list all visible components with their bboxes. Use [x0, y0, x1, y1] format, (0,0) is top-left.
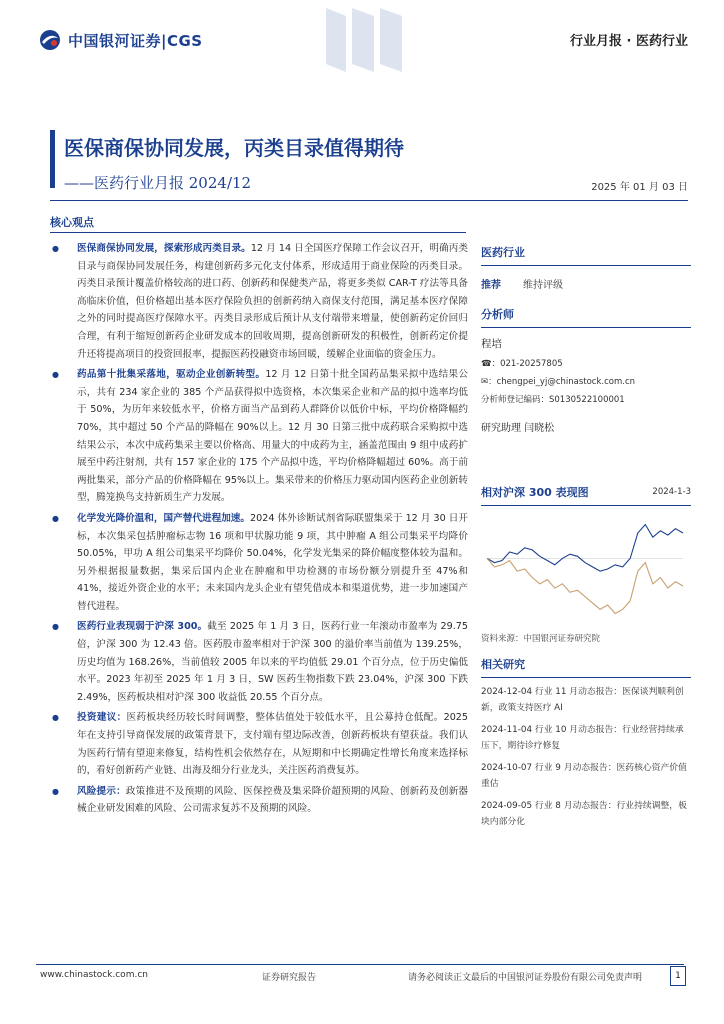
bullet-text: 12 月 12 日第十批全国药品集采拟中选结果公示，共有 234 家企业的 385 个产品获得拟中选资格，本次集采企业和产品的拟中选率均低于 50%，为历年来较低水平，价格方面当产品到药人群降价以低价中标，平均价格降幅约 70%，其中超过 50 个产品的降幅在 90%以上。12 月 30 日第三批中成药联合采购拟中选结果公示，本次中成药集采主要以价格高、用量大的中成药为主，涵盖范围由 9 组中成药扩展至中药注射剂，共有 157 家企业的 175 个产品拟中选，平均价格降幅超过 60%。高于前两批集采，部分产品的价格降幅在 95%以上。集采带来的价格压力驱动国内医药企业创新转型，腾笼换鸟支持新质生产力发展。 [77, 369, 468, 504]
footer-divider [36, 964, 684, 965]
report-subtitle: ——医药行业月报 2024/12 [64, 174, 252, 192]
title-accent-bar [50, 130, 55, 188]
page-number: 1 [670, 966, 686, 986]
sidebar-related [481, 656, 691, 830]
relative-performance-chart [481, 510, 689, 628]
related-report-link[interactable]: 2024-12-04 行业 11 月动态报告：医保谈判顺利创新，政策支持医疗 AI [481, 687, 684, 713]
related-report-link[interactable]: 2024-09-05 行业 8 月动态报告：行业持续调整，板块内部分化 [481, 801, 687, 827]
chart-header [481, 484, 691, 500]
sidebar-rating [481, 244, 691, 291]
footer-center: 证券研究报告 [262, 973, 317, 983]
industry-heading: 医药行业 [481, 246, 525, 259]
analyst-heading: 分析师 [481, 308, 514, 321]
series-line-医药 [487, 558, 683, 613]
core-view-heading: 核心观点 [50, 216, 94, 229]
bullet-item [50, 783, 468, 818]
bullet-heading: 化学发光降价温和，国产替代进程加速。 [77, 512, 251, 524]
bullet-item [50, 510, 468, 616]
bullet-text: 政策推进不及预期的风险、医保控费及集采降价超预期的风险、创新药及创新器械企业研发困难的风险、公司需求复苏不及预期的风险。 [77, 785, 469, 815]
brand-name: 中国银河证券|CGS [68, 31, 203, 50]
analyst-phone: ☎：021-20257805 [481, 359, 563, 369]
report-title: 医保商保协同发展，丙类目录值得期待 [64, 136, 404, 160]
related-report-link[interactable]: 2024-11-04 行业 10 月动态报告：行业经营持续承压下，期待诊疗修复 [481, 725, 684, 751]
research-assistant: 研究助理 闫晓松 [481, 423, 555, 434]
brand-logo [38, 27, 203, 53]
chart-source: 资料来源：中国银河证券研究院 [481, 634, 601, 644]
bullet-heading: 药品第十批集采落地，驱动企业创新转型。 [77, 369, 266, 381]
footer-disclaimer: 请务必阅读正文最后的中国银河证券股份有限公司免责声明 [408, 973, 643, 983]
report-date: 2025 年 01 月 03 日 [591, 182, 688, 193]
bullet-item [50, 709, 468, 779]
core-bullets [50, 240, 468, 821]
galaxy-logo-icon [38, 28, 62, 52]
related-heading: 相关研究 [481, 658, 525, 671]
rating-value: 维持评级 [523, 280, 563, 291]
sidebar-divider [481, 505, 691, 506]
series-line-沪深 300 [487, 525, 683, 572]
rating-row [481, 276, 691, 291]
analyst-email[interactable]: ✉：chengpei_yj@chinastock.com.cn [481, 377, 636, 387]
bullet-text: 12 月 14 日全国医疗保障工作会议召开，明确丙类目录与商保协同发展任务，构建创新药多元化支付体系，形成适用于商业保险的丙类目录。丙类目录预计覆盖价格较高的进口药、创新药和保健类产品，将更多类似 CAR-T 疗法等具备高临床价值，但价格超出基本医疗保险负担的创新药纳入商保支付范围，满足基本医疗保障之外的同时提高医疗保障水平。丙类目录形成后预计从支付端带来增量，使创新药定价回归合理，有利于缩短创新药企业研发成本的回收周期，提高创新研发的积极性，创新药定价提升还将提高项目的投资回报率，提振医药投融资市场回暖，缓解企业面临的资金压力。 [77, 243, 468, 360]
bullet-heading: 投资建议： [77, 712, 127, 724]
analyst-cert: 分析师登记编码：S0130522100001 [481, 395, 625, 405]
sidebar-divider [481, 327, 691, 328]
chart-title: 相对沪深 300 表现图 [481, 486, 589, 499]
bullet-item [50, 366, 468, 507]
bullet-item [50, 240, 468, 363]
sidebar-divider [481, 677, 691, 678]
bullet-heading: 医药行业表现弱于沪深 300。 [77, 621, 208, 633]
header-divider [50, 200, 688, 201]
bullet-heading: 风险提示： [77, 785, 126, 797]
bullet-text: 截至 2025 年 1 月 3 日，医药行业一年滚动市盈率为 29.75 倍，沪深 300 为 12.43 倍。医药股市盈率相对于沪深 300 的溢价率当前值为 139.25%，历史均值为 168.26%，当前值较 2005 年以来的平均值低 29.01 个百分点，位于历史偏低水平。2023 年初至 2025 年 1 月 3 日，SW 医药生物指数下跌 23.04%，沪深 300 下跌 2.49%，医药板块相对沪深 300 收益低 20.55 个百分点。 [77, 621, 468, 703]
chart-date: 2024-1-3 [652, 487, 691, 497]
bullet-item [50, 618, 468, 706]
rating-key: 推荐 [481, 280, 501, 291]
sidebar-divider [481, 265, 691, 266]
core-divider [50, 232, 466, 233]
related-report-link[interactable]: 2024-10-07 行业 9 月动态报告：医药核心资产价值重估 [481, 763, 687, 789]
bullet-text: 医药板块经历较长时间调整，整体估值处于较低水平，且公募持仓低配。2025 年在支持引导商保发展的政策背景下，支付端有望边际改善，创新药板块有望获益。我们认为医药行情有望迎来修复，结构性机会依然存在，从短期和中长期确定性增长角度来选择标的，看好创新药产业链、出海及细分行业龙头，关注医药消费复苏。 [77, 712, 469, 777]
analyst-name: 程培 [481, 338, 502, 350]
report-type: 行业月报 · 医药行业 [570, 34, 688, 49]
sidebar-chart [481, 484, 691, 644]
sidebar-analyst [481, 306, 691, 434]
bullet-text: 2024 体外诊断试剂省际联盟集采于 12 月 30 日开标，本次集采包括肿瘤标志物 16 项和甲状腺功能 9 项，其中肿瘤 A 组公司集采平均降价 50.05%，甲功 A 组公司集采平均降价 50.04%，化学发光集采的降价幅度整体较为温和。另外根据报量数据，集采后国内企业在肿瘤和甲功检测的市场份额分别提升至 47%和 41%，接近外资企业的水平；未来国内龙头企业有望凭借成本和渠道优势，进一步加速国产替代进程。 [77, 512, 469, 612]
footer-website[interactable]: www.chinastock.com.cn [40, 970, 148, 980]
brand-watermark [318, 4, 408, 74]
bullet-heading: 医保商保协同发展，探索形成丙类目录。 [77, 243, 251, 254]
